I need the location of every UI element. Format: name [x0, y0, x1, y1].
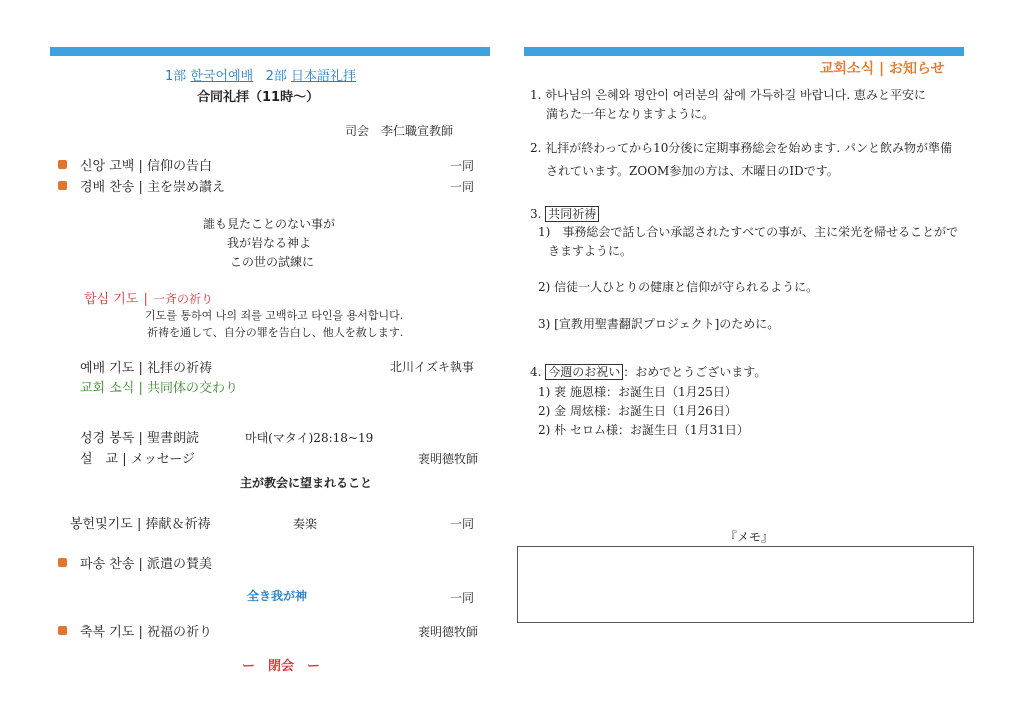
notice-3-item: 3) [宣教用聖書翻訳プロジェクト]のために。: [538, 317, 780, 331]
worship-prayer: 예배 기도 | 礼拝の祈祷: [80, 361, 213, 376]
japanese-service-link[interactable]: 日本語礼拝: [291, 69, 357, 84]
presider: 司会 李仁職宣教師: [345, 124, 454, 138]
notice-3-item-cont: きますように。: [548, 244, 633, 258]
benediction-who: 裵明德牧師: [418, 625, 479, 639]
worship-hymn: 경배 찬송 | 主を崇め讃え: [80, 180, 226, 195]
scripture-reference: 마태(マタイ)28:18~19: [245, 431, 374, 445]
sermon-title: 主が教会に望まれること: [240, 476, 373, 490]
notice-2-line1: 2. 礼拝が終わってから10分後に定期事務総会を始めます. パンと飲み物が準備: [530, 141, 953, 155]
service-parts: 1部 한국어예배 2部 日本語礼拝: [165, 69, 357, 84]
right-top-bar: [524, 47, 964, 56]
bullet-icon: [58, 181, 67, 190]
bullet-icon: [58, 160, 67, 169]
sermon-preacher: 裵明德牧師: [418, 452, 479, 466]
memo-box[interactable]: [517, 546, 974, 623]
memo-label: 『メモ』: [725, 530, 774, 544]
poem-line: 誰も見たことのない事が: [203, 217, 336, 231]
news-header: 교회소식 | お知らせ: [820, 61, 945, 77]
offering: 봉헌및기도 | 捧献＆祈祷: [70, 517, 211, 532]
offering-music: 奏楽: [293, 517, 318, 531]
offering-who: 一同: [450, 517, 475, 531]
notice-2-line2: されています。ZOOM参加の方は、木曜日のIDです。: [546, 164, 839, 178]
poem-line: この世の試練に: [230, 255, 315, 269]
bullet-icon: [58, 626, 67, 635]
notice-1-line1: 1. 하나님의 은혜와 평안이 여러분의 삶에 가득하길 바랍니다. 恵みと平安に: [530, 88, 926, 102]
worship-prayer-who: 北川イズキ執事: [390, 360, 474, 374]
birthday-item: 2) 金 周炫様：お誕生日（1月26日）: [538, 404, 737, 418]
sending-hymn: 파송 찬송 | 派遣の賛美: [80, 557, 213, 572]
left-top-bar: [50, 47, 490, 56]
worship-hymn-who: 一同: [450, 180, 475, 194]
korean-service-link[interactable]: 한국어예배: [190, 69, 254, 84]
bullet-icon: [58, 558, 67, 567]
notice-1-line2: 満ちた一年となりますように。: [546, 107, 715, 121]
unison-prayer: 합심 기도 | 一斉の祈り: [84, 292, 213, 307]
church-news: 교회 소식 | 共同体の交わり: [80, 381, 239, 396]
hymn-who: 一同: [450, 591, 475, 605]
benediction: 축복 기도 | 祝福の祈り: [80, 625, 213, 640]
closing: ー 閉会 ー: [242, 659, 321, 674]
notice-3-item: 1) 事務総会で話し合い承認されたすべての事が、主に栄光を帰せることがで: [538, 225, 959, 239]
sermon: 설 교 | メッセージ: [80, 452, 196, 467]
hymn-title: 全き我が神: [247, 589, 308, 603]
birthday-item: 2) 朴 セロム様：お誕生日（1月31日）: [538, 423, 749, 437]
notice-3-item: 2) 信徒一人ひとりの健康と信仰が守られるように。: [538, 280, 819, 294]
confession-of-faith: 신앙 고백 | 信仰の告白: [80, 159, 213, 174]
service-title: 合同礼拝（11時〜）: [197, 90, 320, 105]
unison-prayer-ja: 祈祷を通して、自分の罪を告白し、他人を赦します.: [147, 326, 404, 339]
notice-4-heading: 4. 今週のお祝い ：おめでとうございます。: [530, 365, 767, 379]
poem-line: 我が岩なる神よ: [227, 236, 312, 250]
unison-prayer-ko: 기도를 통하여 나의 죄를 고백하고 타인을 용서합니다.: [145, 309, 404, 322]
confession-of-faith-who: 一同: [450, 159, 475, 173]
notice-3-heading: 3. 共同祈祷: [530, 205, 599, 222]
scripture-reading: 성경 봉독 | 聖書朗読: [80, 431, 200, 446]
birthday-item: 1) 裵 施恩様：お誕生日（1月25日）: [538, 385, 737, 399]
